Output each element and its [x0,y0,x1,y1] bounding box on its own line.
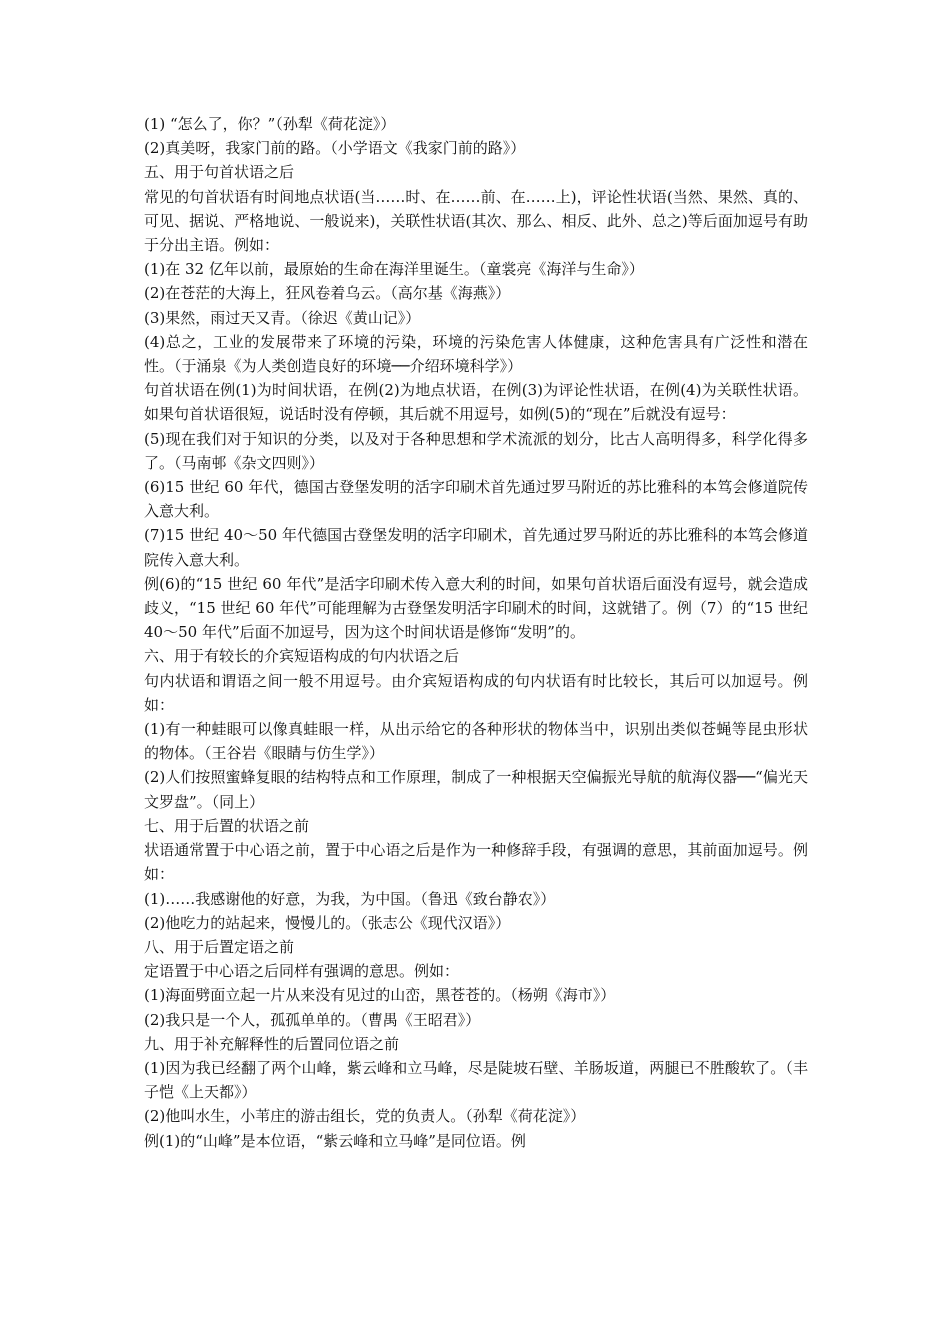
body-paragraph: 例(6)的“15 世纪 60 年代”是活字印刷术传入意大利的时间，如果句首状语后面没有逗号，就会造成歧义，“15 世纪 60 年代”可能理解为古登堡发明活字印刷术的时间，这就错了。例（7）的“15 世纪 40～50 年代”后面不加逗号，因为这个时间状语是修饰“发明”的。 [144,574,808,642]
example-line: (3)果然，雨过天又青。（徐迟《黄山记》） [144,308,421,327]
body-paragraph: 定语置于中心语之后同样有强调的意思。例如： [144,962,460,981]
body-paragraph: 常见的句首状语有时间地点状语(当……时、在……前、在……上)，评论性状语(当然、果然、真的、可见、据说、严格地说、一般说来)，关联性状语(其次、那么、相反、此外、总之)等后面加逗号有助于分出主语。例如： [144,187,808,255]
example-line: (2)真美呀，我家门前的路。（小学语文《我家门前的路》） [144,139,526,158]
document-page [144,112,808,1153]
example-line: (1)海面劈面立起一片从来没有见过的山峦，黑苍苍的。（杨朔《海市》） [144,986,616,1005]
example-line: (5)现在我们对于知识的分类，以及对于各种思想和学术流派的划分，比古人高明得多，科学化得多了。（马南邨《杂文四则》） [144,429,808,472]
example-line: (2)人们按照蜜蜂复眼的结构特点和工作原理，制成了一种根据天空偏振光导航的航海仪器──“偏光天文罗盘”。（同上） [144,768,808,811]
body-paragraph: 例(1)的“山峰”是本位语，“紫云峰和立马峰”是同位语。例 [144,1131,526,1150]
body-paragraph: 状语通常置于中心语之前，置于中心语之后是作为一种修辞手段，有强调的意思，其前面加逗号。例如： [144,841,808,884]
example-line: (2)我只是一个人，孤孤单单的。（曹禺《王昭君》） [144,1010,481,1029]
example-line: (1) “怎么了，你？”（孙犁《荷花淀》） [144,115,396,133]
example-line: (2)他吃力的站起来，慢慢儿的。（张志公《现代汉语》） [144,913,511,932]
section-heading: 九、用于补充解释性的后置同位语之前 [144,1034,400,1053]
example-line: (4)总之，工业的发展带来了环境的污染，环境的污染危害人体健康，这种危害具有广泛性和潜在性。（于涌泉《为人类创造良好的环境──介绍环境科学》） [144,332,808,376]
body-paragraph: 句首状语在例(1)为时间状语，在例(2)为地点状语，在例(3)为评论性状语，在例(4)为关联性状语。如果句首状语很短，说话时没有停顿，其后就不用逗号，如例(5)的“现在”后就没有逗号： [144,381,808,424]
section-heading: 七、用于后置的状语之前 [144,816,310,835]
example-line: (6)15 世纪 60 年代，德国古登堡发明的活字印刷术首先通过罗马附近的苏比雅科的本笃会修道院传入意大利。 [144,478,808,521]
section-heading: 六、用于有较长的介宾短语构成的句内状语之后 [144,647,460,666]
example-line: (1)因为我已经翻了两个山峰，紫云峰和立马峰，尽是陡坡石壁、羊肠坂道，两腿已不胜酸软了。（丰子恺《上天都》） [144,1058,808,1102]
example-line: (2)他叫水生，小苇庄的游击组长，党的负责人。（孙犁《荷花淀》） [144,1107,586,1126]
section-heading: 五、用于句首状语之后 [144,163,295,182]
example-line: (1)……我感谢他的好意，为我，为中国。（鲁迅《致台静农》） [144,889,556,908]
example-line: (1)在 32 亿年以前，最原始的生命在海洋里诞生。（童裳亮《海洋与生命》） [144,260,644,279]
example-line: (1)有一种蛙眼可以像真蛙眼一样，从出示给它的各种形状的物体当中，识别出类似苍蝇等昆虫形状的物体。（王谷岩《眼睛与仿生学》） [144,720,808,763]
body-paragraph: 句内状语和谓语之间一般不用逗号。由介宾短语构成的句内状语有时比较长，其后可以加逗号。例如： [144,671,808,714]
example-line: (7)15 世纪 40～50 年代德国古登堡发明的活字印刷术，首先通过罗马附近的苏比雅科的本笃会修道院传入意大利。 [144,526,808,569]
example-line: (2)在苍茫的大海上，狂风卷着乌云。（高尔基《海燕》） [144,284,511,303]
section-heading: 八、用于后置定语之前 [144,937,295,956]
